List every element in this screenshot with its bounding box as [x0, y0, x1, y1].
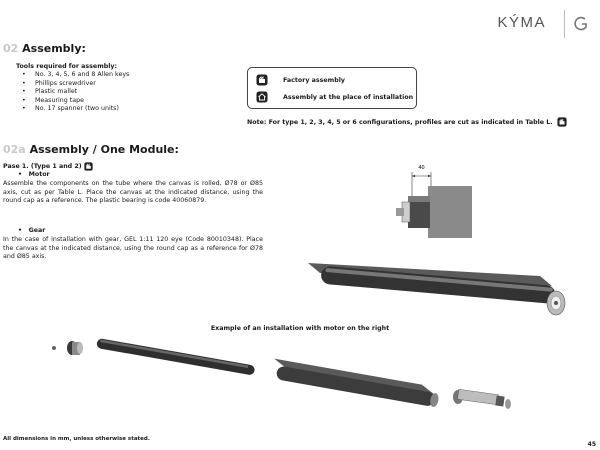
motor-text: Assemble the components on the tube where the canvas is rolled, Ø78 or Ø85 axis, cut as per Table L. Place the canvas at the indicated distance, using the round cap as a reference. The plastic bearing is code 40060879.	[3, 180, 263, 205]
canvas-roll	[271, 359, 441, 408]
list-item: • Phillips screwdriver	[22, 80, 129, 89]
section-number: 02	[3, 42, 19, 55]
list-item: • Plastic mallet	[22, 88, 129, 97]
legend-label: Factory assembly	[283, 76, 346, 84]
note-text: Note: For type 1, 2, 3, 4, 5 or 6 configurations, profiles are cut as indicated in Table L.	[247, 118, 553, 126]
section-title: Assembly / One Module:	[29, 143, 179, 156]
figure-caption: Example of an installation with motor on the right	[210, 325, 390, 332]
motor-title: Motor	[28, 171, 50, 178]
small-part	[52, 346, 56, 350]
legend-item-installation	[256, 91, 413, 103]
motor-heading: • Motor	[18, 171, 50, 178]
footer-note: All dimensions in mm, unless otherwise stated.	[3, 436, 150, 442]
legend-label: Assembly at the place of installation	[283, 93, 414, 101]
assembly-legend	[247, 67, 417, 109]
factory-assembly-icon	[84, 162, 93, 171]
tools-title: Tools required for assembly:	[16, 63, 118, 70]
kyma-logo-icon	[574, 16, 588, 32]
brand-divider	[564, 10, 565, 38]
section-title: Assembly:	[22, 42, 86, 55]
step-label	[3, 162, 93, 171]
gear-title: Gear	[28, 227, 46, 234]
section-heading-one-module	[3, 143, 179, 156]
factory-assembly-icon	[256, 74, 268, 86]
dimension-label: 40	[418, 165, 425, 171]
list-item: • Measuring tape	[22, 97, 129, 106]
brand-name: KÝMA	[497, 14, 546, 31]
tools-list	[22, 71, 129, 114]
factory-assembly-icon	[557, 117, 567, 127]
motor-unit	[453, 389, 511, 409]
section-number: 02a	[3, 143, 26, 156]
exploded-view-illustration	[40, 330, 580, 425]
tube-profile	[96, 338, 255, 376]
list-item: • No. 17 spanner (two units)	[22, 105, 129, 114]
profile-note	[247, 117, 567, 127]
bearing-cap	[67, 341, 83, 355]
section-heading-assembly	[3, 42, 86, 55]
gear-text: In the case of installation with gear, GEL 1:11 120 eye (Code 80010348). Place the canvas at the indicated distance, using the round cap as a reference for Ø78 and Ø85 axis.	[3, 236, 263, 261]
step-text: Pase 1. (Type 1 and 2)	[3, 163, 82, 170]
legend-item-factory	[256, 74, 345, 86]
support-bracket	[428, 186, 472, 238]
roller-assembly-illustration	[290, 158, 590, 323]
list-item: • No. 3, 4, 5, 6 and 8 Allen keys	[22, 71, 129, 80]
home-installation-icon	[256, 91, 268, 103]
gear-heading: • Gear	[18, 227, 46, 234]
page-number: 45	[587, 441, 596, 448]
